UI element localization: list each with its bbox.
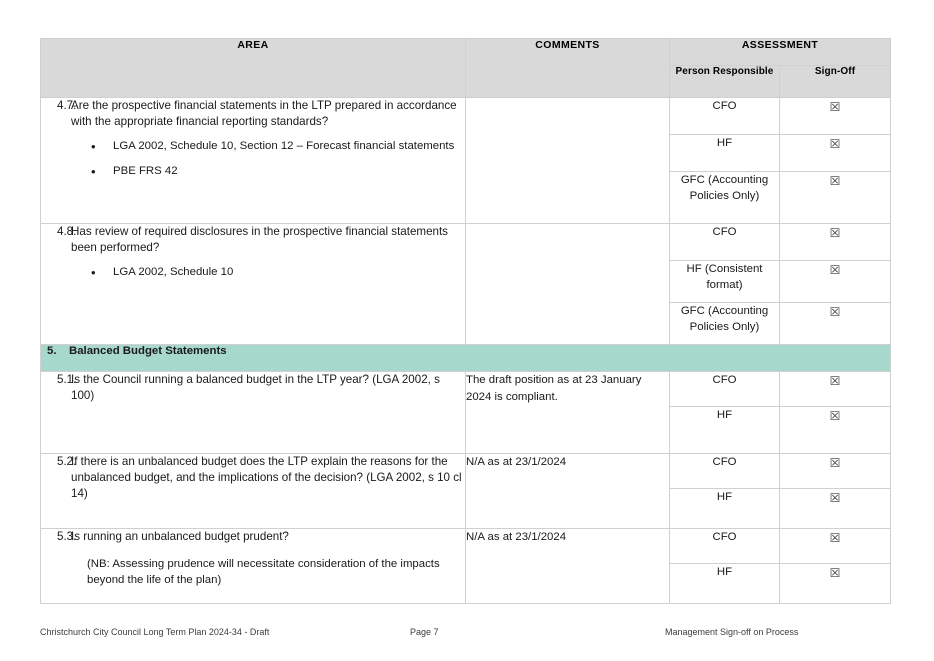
table-row <box>41 98 891 135</box>
person-responsible-cell: GFC (Accounting Policies Only) <box>670 172 780 224</box>
sign-off-cell[interactable] <box>780 98 891 135</box>
area-cell <box>41 224 466 345</box>
sign-off-cell[interactable] <box>780 303 891 345</box>
checked-checkbox-icon[interactable]: ☒ <box>829 226 841 240</box>
column-header-person-responsible: Person Responsible <box>670 66 780 98</box>
table-row <box>41 529 891 564</box>
section-number: 5. <box>47 345 57 357</box>
section-header-cell <box>41 345 891 372</box>
person-responsible-cell: HF <box>670 407 780 454</box>
question-text: Are the prospective financial statements in the LTP prepared in accordance with the appropriate financial reporting standards? <box>71 99 457 128</box>
comments-cell[interactable]: The draft position as at 23 January 2024 is compliant. <box>466 372 670 454</box>
area-cell <box>41 372 466 454</box>
column-header-assessment: ASSESSMENT <box>670 39 891 66</box>
person-responsible-cell: GFC (Accounting Policies Only) <box>670 303 780 345</box>
section-title: Balanced Budget Statements <box>69 345 227 357</box>
checked-checkbox-icon[interactable]: ☒ <box>829 491 841 505</box>
person-responsible-cell: CFO <box>670 372 780 407</box>
table-row <box>41 454 891 489</box>
footer-page-number: Page 7 <box>410 627 439 637</box>
reference-list <box>41 265 465 281</box>
comments-cell[interactable]: N/A as at 23/1/2024 <box>466 529 670 604</box>
question-text: Is the Council running a balanced budget in the LTP year? (LGA 2002, s 100) <box>71 373 440 402</box>
sign-off-cell[interactable] <box>780 135 891 172</box>
checked-checkbox-icon[interactable]: ☒ <box>829 137 841 151</box>
person-responsible-cell: HF <box>670 135 780 172</box>
area-cell <box>41 98 466 224</box>
footer-left-text: Christchurch City Council Long Term Plan 2024-34 - Draft <box>40 627 270 637</box>
list-item: • PBE FRS 42 <box>87 164 465 180</box>
checklist-table <box>40 38 891 604</box>
checked-checkbox-icon[interactable]: ☒ <box>829 374 841 388</box>
checked-checkbox-icon[interactable]: ☒ <box>829 456 841 470</box>
sign-off-cell[interactable] <box>780 172 891 224</box>
comments-cell[interactable]: N/A as at 23/1/2024 <box>466 454 670 529</box>
sign-off-cell[interactable] <box>780 224 891 261</box>
list-item: • LGA 2002, Schedule 10, Section 12 – Forecast financial statements <box>87 139 465 155</box>
table-header <box>41 39 891 98</box>
reference-list <box>41 139 465 180</box>
question-number: 4.7. <box>57 99 77 112</box>
sign-off-cell[interactable] <box>780 407 891 454</box>
checked-checkbox-icon[interactable]: ☒ <box>829 566 841 580</box>
checked-checkbox-icon[interactable]: ☒ <box>829 174 841 188</box>
question-text: If there is an unbalanced budget does the LTP explain the reasons for the unbalanced budget, and the implications of the decision? (LGA 2002, s 10 cl 14) <box>71 455 462 500</box>
document-page <box>40 38 890 604</box>
column-header-area: AREA <box>41 39 466 98</box>
table-body <box>41 98 891 604</box>
column-header-sign-off: Sign-Off <box>780 66 891 98</box>
person-responsible-cell: CFO <box>670 529 780 564</box>
person-responsible-cell: HF <box>670 489 780 529</box>
checked-checkbox-icon[interactable]: ☒ <box>829 263 841 277</box>
checked-checkbox-icon[interactable]: ☒ <box>829 409 841 423</box>
sign-off-cell[interactable] <box>780 529 891 564</box>
area-cell <box>41 529 466 604</box>
column-header-comments: COMMENTS <box>466 39 670 98</box>
question-note: (NB: Assessing prudence will necessitate consideration of the impacts beyond the life of the plan) <box>87 557 440 586</box>
person-responsible-cell: CFO <box>670 224 780 261</box>
sign-off-cell[interactable] <box>780 454 891 489</box>
section-header-row <box>41 345 891 372</box>
sign-off-cell[interactable] <box>780 372 891 407</box>
page-footer <box>40 627 890 637</box>
checked-checkbox-icon[interactable]: ☒ <box>829 305 841 319</box>
checked-checkbox-icon[interactable]: ☒ <box>829 100 841 114</box>
person-responsible-cell: CFO <box>670 98 780 135</box>
person-responsible-cell: HF <box>670 564 780 604</box>
person-responsible-cell: HF (Consistent format) <box>670 261 780 303</box>
person-responsible-cell: CFO <box>670 454 780 489</box>
question-number: 5.1. <box>57 373 77 386</box>
question-text: Has review of required disclosures in the prospective financial statements been performed? <box>71 225 448 254</box>
sign-off-cell[interactable] <box>780 261 891 303</box>
sign-off-cell[interactable] <box>780 489 891 529</box>
list-item: • LGA 2002, Schedule 10 <box>87 265 465 281</box>
area-cell <box>41 454 466 529</box>
sign-off-cell[interactable] <box>780 564 891 604</box>
question-number: 4.8. <box>57 225 77 238</box>
question-number: 5.2. <box>57 455 77 468</box>
question-number: 5.3. <box>57 530 77 543</box>
comments-cell[interactable] <box>466 98 670 224</box>
footer-right-text: Management Sign-off on Process <box>665 627 799 637</box>
question-text: Is running an unbalanced budget prudent? <box>71 530 289 543</box>
table-row <box>41 372 891 407</box>
table-row <box>41 224 891 261</box>
checked-checkbox-icon[interactable]: ☒ <box>829 531 841 545</box>
comments-cell[interactable] <box>466 224 670 345</box>
